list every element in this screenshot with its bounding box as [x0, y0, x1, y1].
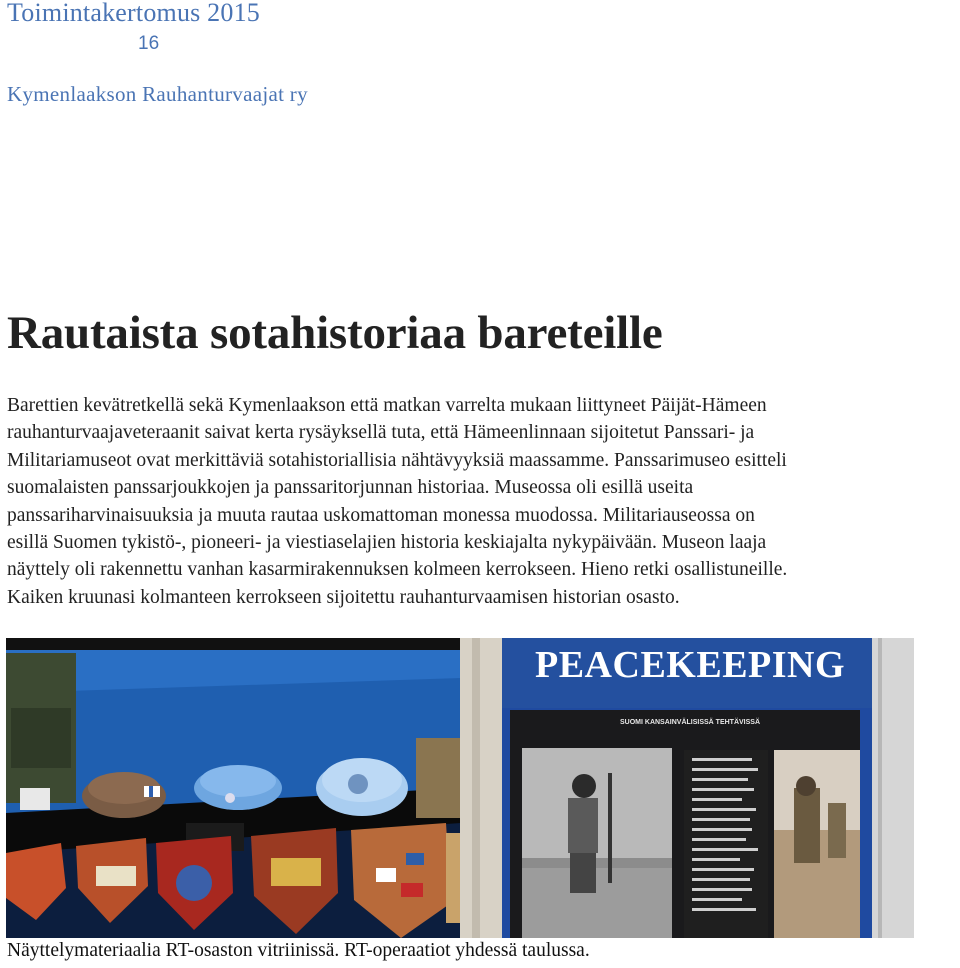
page-number: 16	[138, 33, 160, 54]
body-line: esillä Suomen tykistö-, pioneeri- ja viestiaselajien historia keskiajalta nykypäivään. Museon laaja	[7, 532, 767, 554]
body-line: suomalaisten panssarjoukkojen ja panssaritorjunnan historiaa. Museossa oli esillä useita	[7, 477, 694, 499]
body-line: näyttely oli rakennettu vanhan kasarmirakennuksen kolmeen kerrokseen. Hieno retki osallistuneille.	[7, 559, 788, 581]
body-line: rauhanturvaajaveteraanit saivat kerta rysäyksellä tuta, että Hämeenlinnaan sijoitetut Panssari- ja	[7, 422, 755, 444]
body-line: Barettien kevätretkellä sekä Kymenlaakson että matkan varrelta mukaan liittyneet Päijät-Hämeen	[7, 395, 767, 416]
poster-subheading: SUOMI KANSAINVÄLISISSÄ TEHTÄVISSÄ	[620, 719, 761, 726]
header-title: Toimintakertomus 2015	[7, 0, 260, 27]
body-line: Kaiken kruunasi kolmanteen kerrokseen sijoitettu rauhanturvaamisen historian osasto.	[7, 586, 680, 608]
article-body	[7, 392, 959, 611]
poster-heading: PEACEKEEPING	[535, 644, 846, 686]
vitrine-photo	[6, 638, 461, 938]
article-headline: Rautaista sotahistoriaa bareteille	[7, 307, 663, 359]
body-line: Militariamuseot ovat merkittäviä sotahistoriallisia nähtävyyksiä maassamme. Panssarimuseo esitteli	[7, 449, 787, 471]
organization-name: Kymenlaakson Rauhanturvaajat ry	[7, 82, 308, 106]
body-line: panssariharvinaisuuksia ja muuta rautaa uskomattoman monessa muodossa. Militariauseossa on	[7, 504, 755, 526]
photo-caption: Näyttelymateriaalia RT-osaston vitriinissä. RT-operaatiot yhdessä taulussa.	[7, 940, 590, 961]
